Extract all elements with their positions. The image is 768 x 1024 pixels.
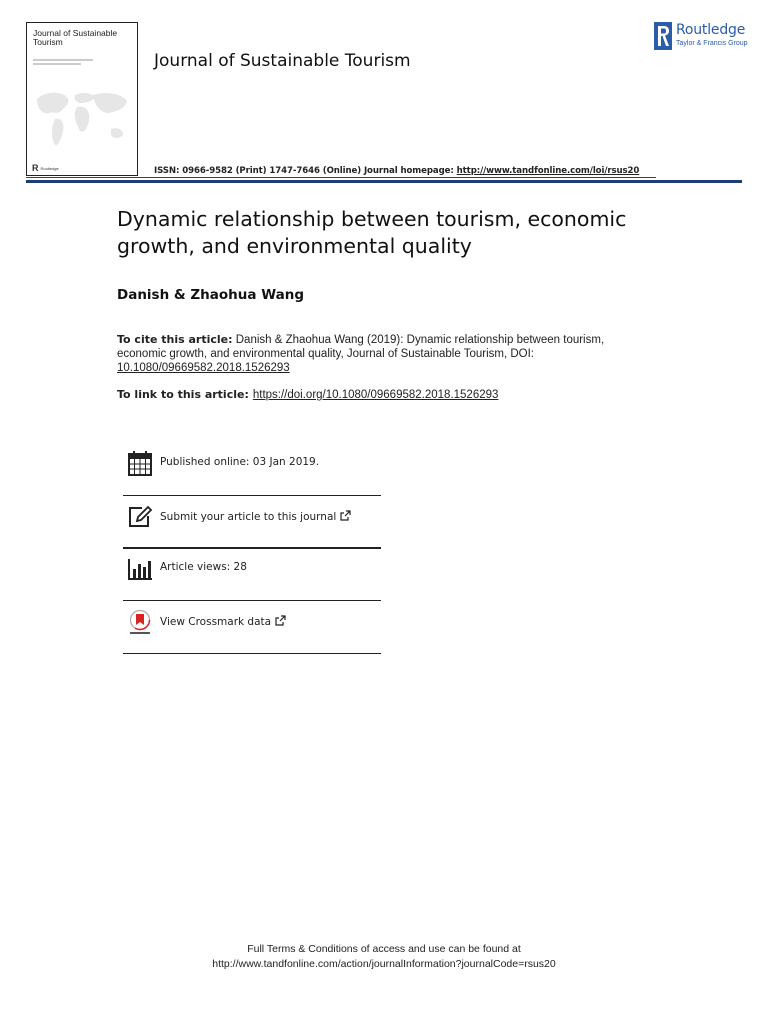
publisher-subtitle: Taylor & Francis Group xyxy=(676,40,748,47)
divider xyxy=(123,495,381,496)
edit-icon xyxy=(127,504,153,532)
submit-article-label: Submit your article to this journal xyxy=(160,511,337,523)
cover-r-mark: R xyxy=(32,163,39,173)
published-online-row xyxy=(123,450,381,500)
divider xyxy=(123,600,381,601)
cite-label: To cite this article: xyxy=(117,333,233,346)
world-map-graphic xyxy=(31,85,133,155)
article-title: Dynamic relationship between tourism, economic growth, and environmental quality xyxy=(117,207,627,258)
cover-publisher-logo xyxy=(32,163,59,173)
cover-meta-lines xyxy=(33,59,93,65)
article-views-text: Article views: 28 xyxy=(160,561,247,573)
cover-publisher-name: Routledge xyxy=(40,165,59,171)
publisher-logo xyxy=(654,22,750,52)
issn-line xyxy=(154,166,639,176)
publisher-name: Routledge xyxy=(676,22,746,38)
divider xyxy=(123,547,381,549)
article-authors: Danish & Zhaohua Wang xyxy=(117,287,304,303)
crossmark-icon xyxy=(127,609,153,637)
article-link-line xyxy=(117,388,498,401)
header-divider-thin xyxy=(26,177,656,178)
published-online-text: Published online: 03 Jan 2019. xyxy=(160,456,320,468)
header-divider xyxy=(26,180,742,183)
citation-block xyxy=(117,333,637,375)
cite-text: Danish & Zhaohua Wang (2019): Dynamic relationship between tourism, economic growth, and environmental quality, Journal of Sustainable Tourism, DOI: xyxy=(117,334,605,360)
article-doi-link[interactable]: https://doi.org/10.1080/09669582.2018.1526293 xyxy=(252,389,499,401)
footer-terms-url[interactable]: http://www.tandfonline.com/action/journalInformation?journalCode=rsus20 xyxy=(212,958,556,970)
calendar-icon xyxy=(127,450,153,478)
cover-title: Journal of Sustainable Tourism xyxy=(33,28,118,47)
journal-homepage-link[interactable]: http://www.tandfonline.com/loi/rsus20 xyxy=(456,166,640,176)
divider xyxy=(123,653,381,654)
link-label: To link to this article: xyxy=(117,388,249,401)
terms-footer xyxy=(0,942,768,972)
bar-chart-icon xyxy=(127,555,153,583)
article-views-row xyxy=(123,555,381,605)
external-link-icon xyxy=(275,615,286,626)
journal-title: Journal of Sustainable Tourism xyxy=(154,51,411,71)
journal-cover-thumbnail xyxy=(26,22,138,176)
footer-terms-text: Full Terms & Conditions of access and use can be found at xyxy=(247,943,521,955)
routledge-r-icon xyxy=(654,22,672,50)
submit-article-link[interactable] xyxy=(160,510,351,523)
crossmark-label: View Crossmark data xyxy=(160,616,272,628)
crossmark-row[interactable] xyxy=(123,609,381,659)
issn-text: ISSN: 0966-9582 (Print) 1747-7646 (Online) Journal homepage: xyxy=(154,166,457,176)
external-link-icon xyxy=(340,510,351,521)
cite-doi-link[interactable]: 10.1080/09669582.2018.1526293 xyxy=(117,362,290,374)
crossmark-link[interactable] xyxy=(160,615,286,628)
